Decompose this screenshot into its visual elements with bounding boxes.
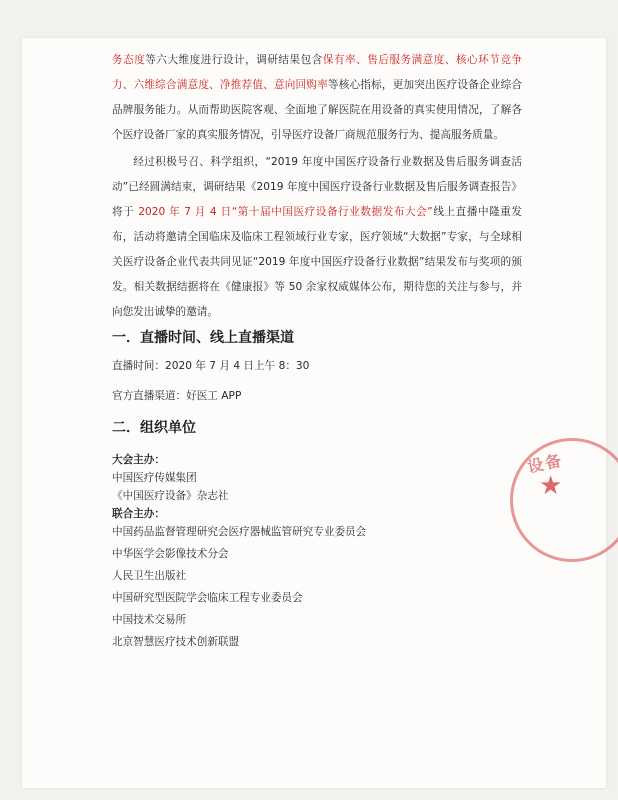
document-content <box>112 48 522 651</box>
broadcast-time: 直播时间：2020 年 7 月 4 日上午 8：30 <box>112 360 310 372</box>
cohost-org: 中国药品监督管理研究会医疗器械监管研究专业委员会 <box>112 526 367 538</box>
cohost-org: 中国研究型医院学会临床工程专业委员会 <box>112 592 303 604</box>
segment: 务态度 <box>112 54 146 66</box>
segment: 等核心指标，更加突出医疗设备企业综合品牌服务能力。从而帮助医院客观、全面地了解医院在用设备的真实使用情况，了解各个医疗设备厂家的真实服务情况，引导医疗设备厂商规范服务行为、提高服务质量。 <box>112 79 523 141</box>
section-heading-organizers: 二．组织单位 <box>112 420 196 436</box>
segment: 2020 年 7 月 4 日“第十届中国医疗设备行业数据发布大会” <box>138 206 433 218</box>
host-title: 大会主办： <box>112 454 165 466</box>
broadcast-channel: 官方直播渠道：好医工 APP <box>112 390 242 402</box>
segment: 保有率、售后服务满意度、核心环节竞争力、六维综合满意度、净推荐值、意向回购率 <box>112 54 523 91</box>
cohost-org: 中华医学会影像技术分会 <box>112 548 229 560</box>
cohost-org: 中国技术交易所 <box>112 614 187 626</box>
stamp-text: 设备 <box>525 450 565 477</box>
segment: 经过积极号召、科学组织，“2019 年度中国医疗设备行业数据及售后服务调查活动”已经圆满结束，调研结果《2019 年度中国医疗设备行业数据及售后服务调查报告》将于 <box>112 156 522 218</box>
section-heading-broadcast: 一．直播时间、线上直播渠道 <box>112 330 294 346</box>
paragraph-release-announcement <box>112 150 522 325</box>
segment: 线上直播中隆重发布，活动将邀请全国临床及临床工程领域行业专家，医疗领域“大数据”专家，与全球相关医疗设备企业代表共同见证“2019 年度中国医疗设备行业数据”结果发布与奖项的颁发。相关数据结据将在《健康报》等 50 余家权威媒体公布，期待您的关注与参与，并向您发出诚挚的邀请。 <box>112 206 523 318</box>
cohost-org: 北京智慧医疗技术创新联盟 <box>112 636 240 648</box>
host-org: 《中国医疗设备》杂志社 <box>112 490 229 502</box>
star-icon: ★ <box>539 471 563 501</box>
paragraph-survey-metrics <box>112 48 522 148</box>
segment: 等六大维度进行设计，调研结果包含 <box>145 54 323 66</box>
cohost-title: 联合主办： <box>112 508 165 520</box>
cohost-org: 人民卫生出版社 <box>112 570 187 582</box>
host-org: 中国医疗传媒集团 <box>112 472 197 484</box>
